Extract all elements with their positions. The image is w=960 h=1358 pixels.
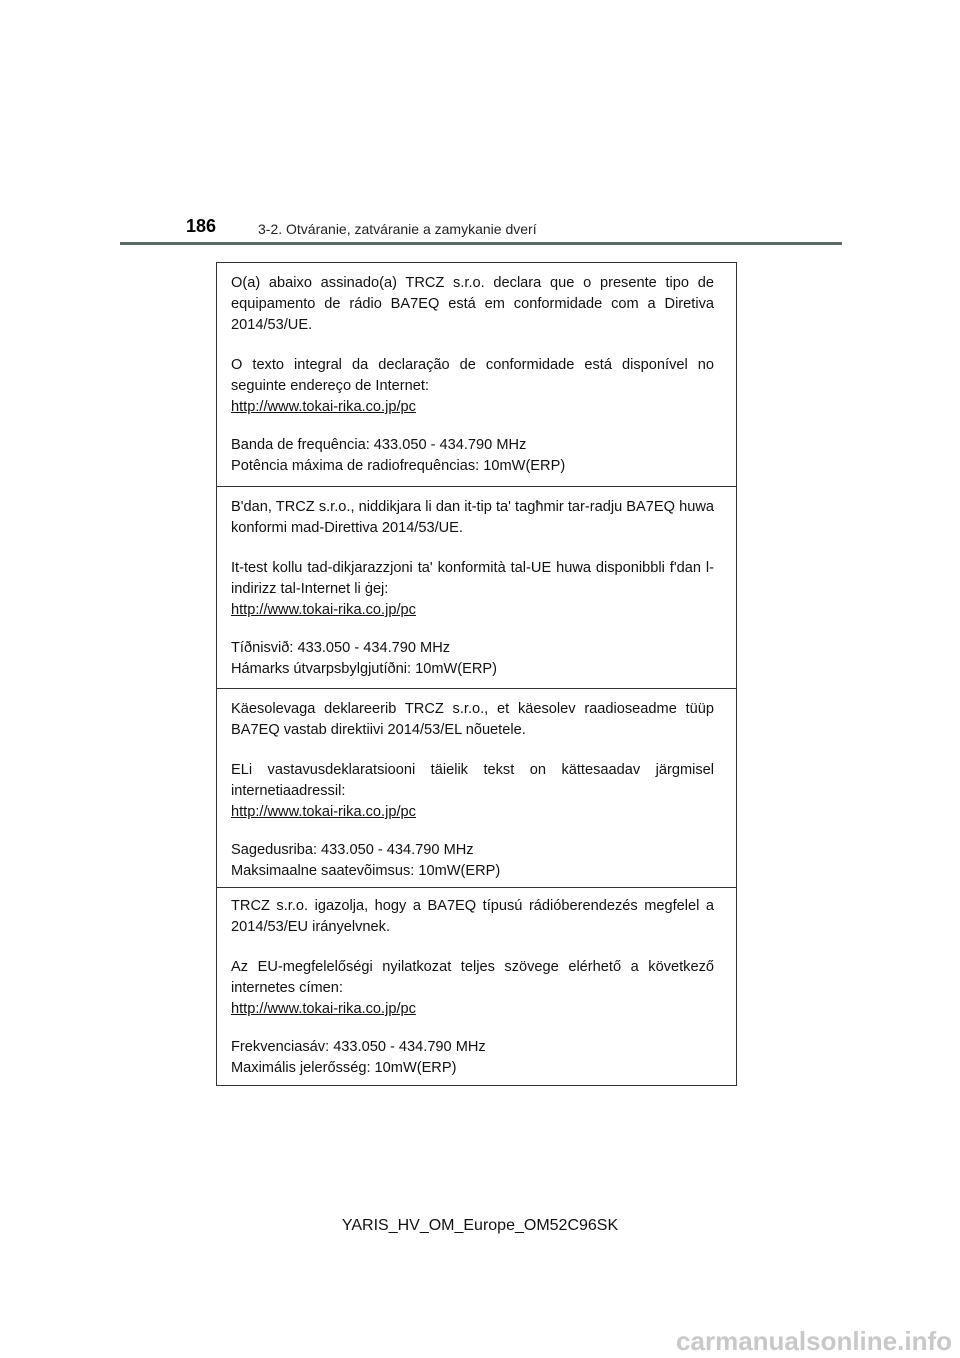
spacer bbox=[231, 418, 714, 435]
max-power-text: Hámarks útvarpsbylgjutíðni: 10mW(ERP) bbox=[231, 661, 498, 677]
frequency-band-text: Sagedusriba: 433.050 - 434.790 MHz bbox=[231, 842, 474, 858]
availability-text: It-test kollu tad-dikjarazzjoni ta' konformità tal-UE huwa disponibbli f'dan l-indirizz tal-Internet li ġej: bbox=[231, 560, 714, 597]
spacer bbox=[231, 621, 714, 638]
declaration-text: Käesolevaga deklareerib TRCZ s.r.o., et käesolev raadioseadme tüüp BA7EQ vastab direktiivi 2014/53/EL nõuetele. bbox=[231, 701, 714, 738]
availability-text: O texto integral da declaração de conformidade está disponível no seguinte endereço de Internet: bbox=[231, 357, 714, 394]
spacer bbox=[231, 938, 714, 957]
declaration-box bbox=[216, 262, 737, 1086]
declaration-block-portuguese bbox=[217, 263, 736, 487]
declaration-block-maltese bbox=[217, 487, 736, 689]
declaration-url-link[interactable]: http://www.tokai-rika.co.jp/pc bbox=[231, 602, 416, 618]
frequency-band-text: Frekvenciasáv: 433.050 - 434.790 MHz bbox=[231, 1039, 486, 1055]
declaration-text: TRCZ s.r.o. igazolja, hogy a BA7EQ típusú rádióberendezés megfelel a 2014/53/EU irányelvnek. bbox=[231, 898, 714, 935]
page-number: 186 bbox=[186, 216, 217, 236]
availability-text: Az EU-megfelelőségi nyilatkozat teljes szövege elérhető a következő internetes címen: bbox=[231, 959, 714, 996]
declaration-text: B'dan, TRCZ s.r.o., niddikjara li dan it-tip ta' tagħmir tar-radju BA7EQ huwa konformi mad-Direttiva 2014/53/UE. bbox=[231, 499, 714, 536]
frequency-band-text: Tíðnisvið: 433.050 - 434.790 MHz bbox=[231, 640, 451, 656]
spacer bbox=[231, 823, 714, 840]
declaration-text: O(a) abaixo assinado(a) TRCZ s.r.o. declara que o presente tipo de equipamento de rádio BA7EQ está em conformidade com a Diretiva 2014/53/UE. bbox=[231, 275, 714, 333]
frequency-band-text: Banda de frequência: 433.050 - 434.790 MHz bbox=[231, 437, 527, 453]
spacer bbox=[231, 539, 714, 558]
max-power-text: Maksimaalne saatevõimsus: 10mW(ERP) bbox=[231, 863, 501, 879]
spacer bbox=[231, 741, 714, 760]
header-rule bbox=[120, 242, 842, 245]
max-power-text: Maximális jelerősség: 10mW(ERP) bbox=[231, 1060, 457, 1076]
declaration-block-estonian bbox=[217, 689, 736, 888]
declaration-url-link[interactable]: http://www.tokai-rika.co.jp/pc bbox=[231, 399, 416, 415]
availability-text: ELi vastavusdeklaratsiooni täielik tekst on kättesaadav järgmisel internetiaadressil: bbox=[231, 762, 714, 799]
max-power-text: Potência máxima de radiofrequências: 10mW(ERP) bbox=[231, 458, 566, 474]
section-title: 3-2. Otváranie, zatváranie a zamykanie dverí bbox=[258, 221, 537, 237]
watermark-logo: carmanualsonline.info bbox=[676, 1326, 952, 1356]
document-code-footer: YARIS_HV_OM_Europe_OM52C96SK bbox=[341, 1217, 619, 1234]
declaration-block-hungarian bbox=[217, 888, 736, 1085]
spacer bbox=[231, 336, 714, 355]
declaration-url-link[interactable]: http://www.tokai-rika.co.jp/pc bbox=[231, 804, 416, 820]
spacer bbox=[231, 1020, 714, 1037]
declaration-url-link[interactable]: http://www.tokai-rika.co.jp/pc bbox=[231, 1001, 416, 1017]
